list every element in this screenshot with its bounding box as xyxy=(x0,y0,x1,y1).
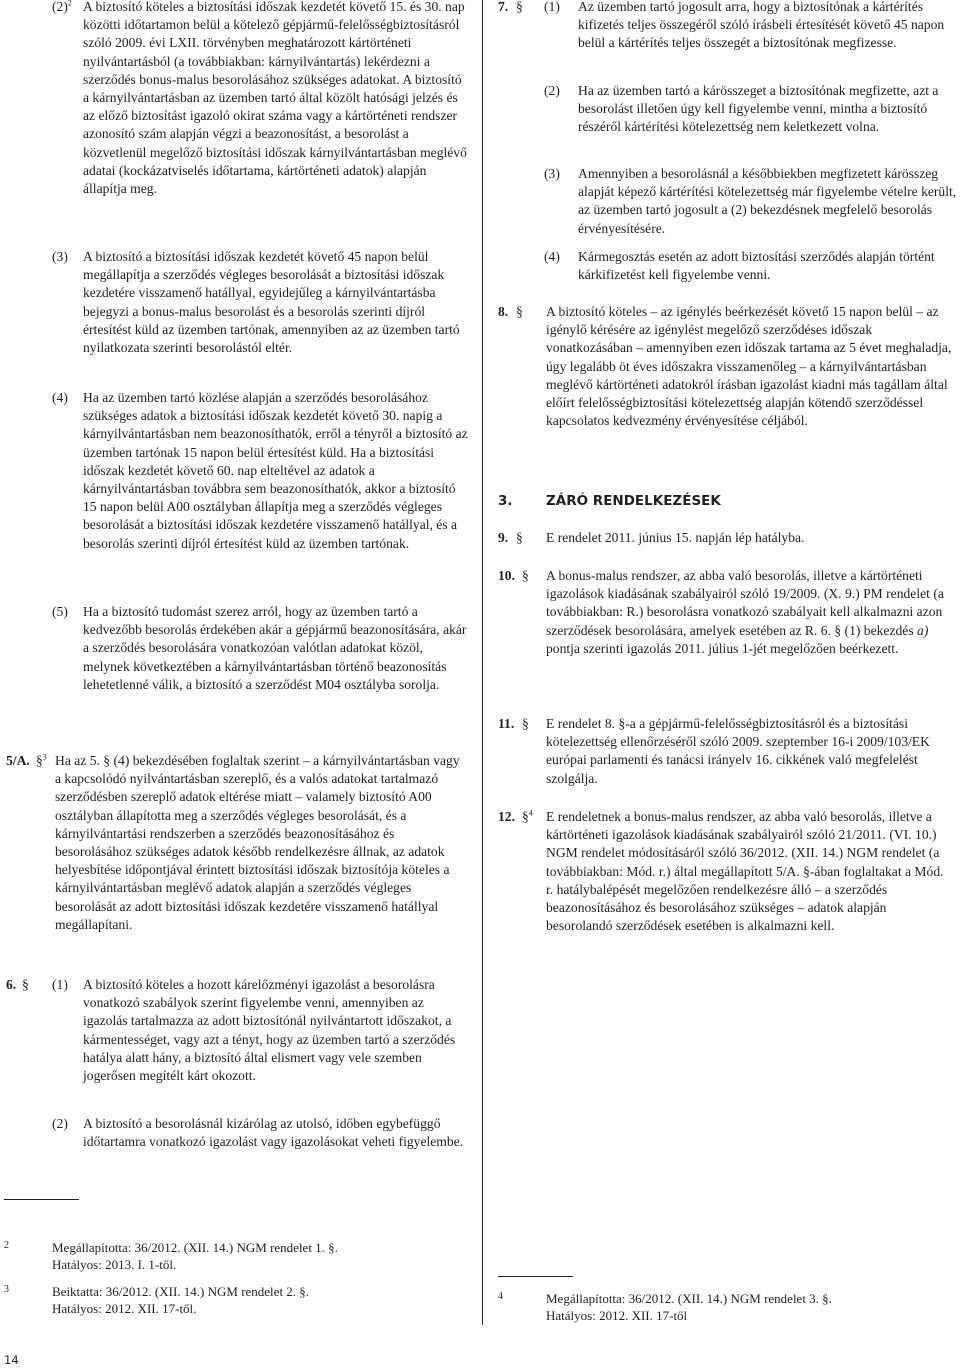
page-number: 14 xyxy=(4,1353,19,1367)
section-number: 6. xyxy=(6,977,17,992)
section-number: 12. xyxy=(498,809,515,824)
paragraph-number: (5) xyxy=(52,604,68,619)
paragraph-text: Kármegosztás esetén az adott biztosítási szerződés alapján történt kárkifizetést kell figyelembe venni. xyxy=(578,249,935,283)
paragraph-number: (1) xyxy=(52,977,68,992)
paragraph-number: (4) xyxy=(52,390,68,405)
section-7-paragraph-2 xyxy=(494,82,960,137)
paragraph-number: (3) xyxy=(544,166,560,181)
footnote-line: Megállapította: 36/2012. (XII. 14.) NGM rendelet 3. §. xyxy=(546,1291,832,1306)
footnote-2 xyxy=(52,1239,472,1273)
section-text-italic: a) xyxy=(917,622,929,638)
paragraph-text: Az üzemben tartó jogosult arra, hogy a biztosítónak a kártérítés kifizetés teljes összegéről szóló írásbeli értesítését követő 45 napon belül a kártérítés teljes összegét a biztosítónak megfizesse. xyxy=(578,0,945,51)
section-7-paragraph-3 xyxy=(494,165,960,238)
section-text: A biztosító köteles – az igénylés beérkezését követő 15 napon belül – az igénylő kérésére az igénylést megelőző szerződéses időszak vonatkozásában – amennyiben ezen időszak tartama az 5 évet meghaladja, úgy legalább öt éves időszakra visszamenőleg – a kárnyilvántartásban meglévő kártörténeti adatokról írásban igazolást kiadni más tagállam által előírt felelősségbiztosítási kötelezettség alapján kötendő szerződéssel kapcsolatos kedvezmény érvényesítése céljából. xyxy=(546,304,952,429)
section-text: E rendelet 2011. június 15. napján lép hatályba. xyxy=(546,530,805,545)
section-number: 8. xyxy=(498,304,509,319)
section-text: E rendeletnek a bonus-malus rendszer, az abba való besorolás, illetve a kártörténeti igazolások kiadásának szabályairól szóló 21/2011. (VI. 10.) NGM rendelet módosításáról szóló 36/2012. (XII. 14.) NGM rendelet (a továbbiakban: Mód. r.) által megállapított 5/A. §-ában foglaltakat a Mód. r. hatálybalépését megelőzően rendelkezésre álló – a szerződés beazonosításához és besorolásához szükséges – adatok alapján besorolandó szerződések esetében is alkalmazni kell. xyxy=(546,809,944,934)
paragraph-number: (4) xyxy=(544,249,560,264)
section-sign: §$^3$ xyxy=(36,752,47,768)
footnote-ref[interactable]: 3 xyxy=(42,752,47,762)
paragraph-number: (2) xyxy=(52,1116,68,1131)
section-5a xyxy=(0,752,472,934)
section-9 xyxy=(494,529,960,547)
section-number: 10. xyxy=(498,568,515,583)
section-7 xyxy=(494,0,960,53)
section-sign: § xyxy=(516,0,523,14)
footnote-3 xyxy=(52,1283,472,1317)
section-sign: §$^4$ xyxy=(522,808,533,824)
section-sign: § xyxy=(522,568,529,583)
paragraph-text: A biztosító köteles a biztosítási időszak kezdetét követő 15. és 30. nap közötti időtartamon belül a kötelező gépjármű-felelősségbiztosításról szóló 2009. évi LXII. törvényben meghatározott kártörténeti nyilvántartásból (a továbbiakban: kárnyilvántartás) lekérdezni a szerződés bonus-malus besorolásához szükséges adatokat. A biztosító a kárnyilvántartásban az üzemben tartó által közölt hatósági jelzés és az előző biztosítást igazoló okirat száma vagy a kártörténeti rendszer azonosító szám alapján végzi a beazonosítást, a besorolást a közvetlenül megelőző biztosítási időszak kárnyilvántartásban meglévő adatai (kockázatviselés időtartama, kártörténeti adatok) alapján állapítja meg. xyxy=(83,0,467,197)
paragraph-text: A biztosító a besorolásnál kizárólag az utolsó, időben egybefüggő időtartamra vonatkozó igazolást vagy igazolásokat veheti figyelembe. xyxy=(83,1116,464,1150)
section-text xyxy=(546,567,954,658)
column-divider xyxy=(482,0,483,1325)
section-text: Ha az 5. § (4) bekezdésében foglaltak szerint – a kárnyilvántartásban vagy a kapcsolódó nyilvántartásban szereplő, és a valós adatokat tartalmazó szerződésben szereplő adatok eltérése miatt – valamely biztosító A00 osztályban állapította meg a szerződés végleges besorolását, és a kárnyilvántartási rendszerben a szerződés beazonosításához és besorolásához szükséges adatok később rendelkezésre állnak, az adatok helyesbítése időpontjával érintett biztosítási időszak biztosítója köteles a kárnyilvántartásban meglévő adatok alapján a szerződés végleges besorolását az adott biztosítási időszak kezdetére visszamenő hatállyal megállapítani. xyxy=(55,753,460,932)
section-11 xyxy=(494,715,960,788)
paragraph-3 xyxy=(0,248,472,357)
section-7-paragraph-4 xyxy=(494,248,960,284)
footnote-number: 3 xyxy=(4,1284,9,1295)
paragraph-text: Ha az üzemben tartó a kárösszeget a biztosítónak megfizette, azt a besorolást illetően úgy kell figyelembe venni, mintha a biztosító részéről kártérítési kötelezettség nem keletkezett volna. xyxy=(578,83,939,135)
section-8 xyxy=(494,303,960,430)
section-sign: § xyxy=(22,977,29,992)
paragraph-text: Ha a biztosító tudomást szerez arról, hogy az üzemben tartó a kedvezőbb besorolás érdekében akár a gépjármű beazonosítására, akár a szerződés besorolására vonatkozóan valótlan adatokat közöl, melynek következtében a kárnyilvántartásban történő beazonosítás lehetetlenné válik, a biztosító a szerződést M04 osztályba sorolja. xyxy=(83,604,467,692)
paragraph-4 xyxy=(0,389,472,553)
section-6 xyxy=(0,976,472,1085)
section-12 xyxy=(494,808,960,935)
section-text: E rendelet 8. §-a a gépjármű-felelősségbiztosításról és a biztosítási kötelezettség ellenőrzéséről szóló 2009. szeptember 16-i 2009/103/EK európai parlamenti és tanácsi irányelv 16. cikkének való megfelelést szolgálja. xyxy=(546,716,930,786)
paragraph-text: Amennyiben a besorolásnál a későbbiekben megfizetett kárösszeg alapját képező kártérítési kötelezettség már figyelembe vételre került, az üzemben tartó jogosult a (2) bekezdésnek megfelelő besorolás érvényesítésére. xyxy=(578,166,957,236)
footnote-line: Hatályos: 2012. XII. 17-től. xyxy=(52,1301,197,1316)
section-sign: § xyxy=(516,304,523,319)
paragraph-number: (1) xyxy=(544,0,560,14)
paragraph-2 xyxy=(0,0,472,198)
paragraph-5 xyxy=(0,603,472,694)
section-6-paragraph-2 xyxy=(0,1115,472,1151)
section-number: 7. xyxy=(498,0,509,14)
footnote-line: Beiktatta: 36/2012. (XII. 14.) NGM rendelet 2. §. xyxy=(52,1284,310,1299)
footnote-rule-right xyxy=(498,1276,573,1277)
footnote-ref[interactable]: 2 xyxy=(67,0,72,8)
footnote-4 xyxy=(546,1290,956,1324)
section-10 xyxy=(494,567,960,658)
footnote-number: 2 xyxy=(4,1240,9,1251)
paragraph-text: A biztosító a biztosítási időszak kezdetét követő 45 napon belül megállapítja a szerződés végleges besorolását a biztosítási időszak kezdetére visszamenő hatállyal, egyidejűleg a kárnyilvántartásba bejegyzi a bonus-malus besorolást és a besorolás szerinti díjról értesítést küld az üzemben tartónak, amennyiben az az üzemben tartó nyilatkozata szerinti besorolástól eltér. xyxy=(83,249,460,356)
paragraph-number: $(2)^2$ xyxy=(52,0,72,14)
paragraph-number: (2) xyxy=(544,83,560,98)
footnote-rule-left xyxy=(4,1199,79,1200)
section-number: 9. xyxy=(498,530,509,545)
chapter-title: ZÁRÓ RENDELKEZÉSEK xyxy=(546,493,721,509)
paragraph-text: A biztosító köteles a hozott kárelőzményi igazolást a besorolásra vonatkozó szabályok szerint figyelembe venni, amennyiben az igazolás tartalmazza az adott biztosítónál nyilvántartott időszakot, a kármentességet, vagy azt a tényt, hogy az üzemben tartó a szerződés hatálya alatt hány, a biztosító által elismert vagy vele szemben jogerősen megítélt kárt okozott. xyxy=(83,977,456,1084)
paragraph-text: Ha az üzemben tartó közlése alapján a szerződés besorolásához szükséges adatok a biztosítási időszak kezdetét követő 30. napig a kárnyilvántartásban nem beazonosíthatók, erről a tényről a biztosító az üzemben tartónak 15 napon belül értesítést küld. Ha a biztosítási időszak kezdetét követő 60. nap elteltével az adatok a kárnyilvántartásban továbbra sem beazonosíthatók, akkor a biztosító 15 napon belül A00 osztályban állapítja meg a szerződés végleges besorolását a biztosítási időszak kezdetére visszamenő hatállyal, és a besorolás szerinti díjról értesítést küld az üzemben tartónak. xyxy=(83,390,468,551)
paragraph-number: (3) xyxy=(52,249,68,264)
section-text-part: A bonus-malus rendszer, az abba való besorolás, illetve a kártörténeti igazolások kiadásának szabályairól szóló 19/2009. (X. 9.) PM rendelet (a továbbiakban: R.) besorolásra vonatkozó szabályait kell alkalmazni azon szerződések besorolására, amelyek esetében az R. 6. § (1) bekezdés xyxy=(546,568,944,638)
section-number: 5/A. xyxy=(6,753,30,768)
footnote-line: Megállapította: 36/2012. (XII. 14.) NGM rendelet 1. §. xyxy=(52,1240,338,1255)
section-sign: § xyxy=(516,530,523,545)
footnote-line: Hatályos: 2013. I. 1-től. xyxy=(52,1257,177,1272)
section-number: 11. xyxy=(498,716,515,731)
section-sign: § xyxy=(522,716,529,731)
section-text-part: pontja szerinti igazolás 2011. július 1-jét megelőzően beérkezett. xyxy=(546,640,899,656)
footnote-ref[interactable]: 4 xyxy=(528,808,533,818)
footnote-line: Hatályos: 2012. XII. 17-től xyxy=(546,1308,688,1323)
chapter-number: 3. xyxy=(498,493,513,509)
footnote-number: 4 xyxy=(498,1291,503,1302)
